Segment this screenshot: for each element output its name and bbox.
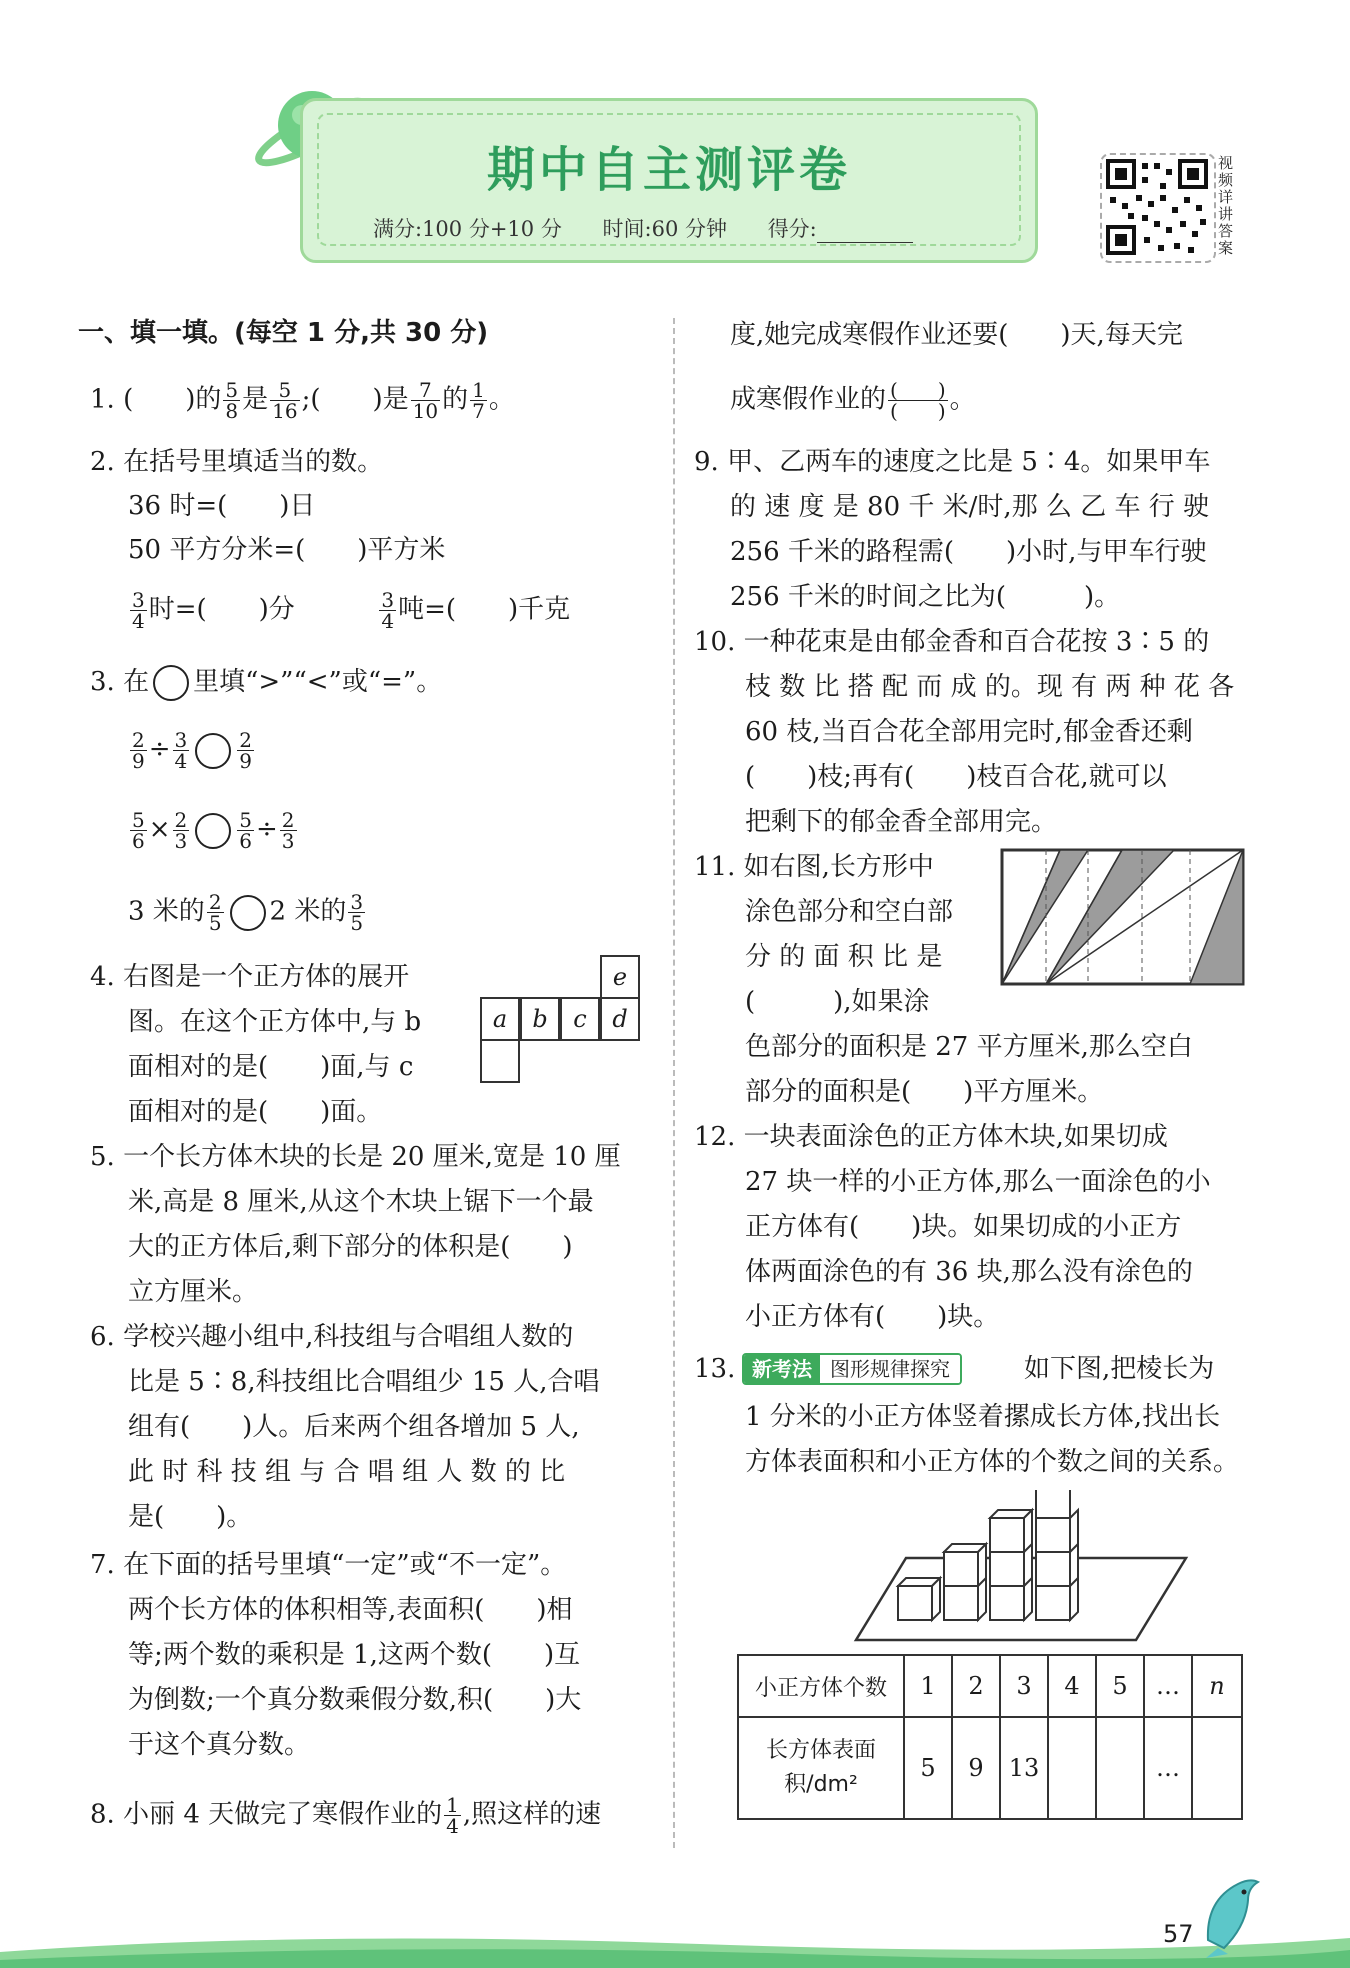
q11-line5: 色部分的面积是 27 平方厘米,那么空白: [745, 1032, 1193, 1062]
q4-line4: 面相对的是( )面。: [128, 1097, 383, 1127]
table-row: [738, 1717, 1242, 1819]
q6-line2: 比是 5∶8,科技组比合唱组少 15 人,合唱: [128, 1367, 600, 1397]
table-cell: 4: [1048, 1655, 1096, 1717]
exam-meta: [373, 213, 947, 243]
q10-line3: 60 枝,当百合花全部用完时,郁金香还剩: [745, 717, 1193, 747]
q10-line5: 把剩下的郁金香全部用完。: [745, 807, 1058, 837]
q8-line2: 度,她完成寒假作业还要( )天,每天完: [730, 320, 1183, 350]
table-cell[interactable]: [1096, 1717, 1144, 1819]
question-9: 9. 甲、乙两车的速度之比是 5∶4。如果甲车: [694, 447, 1211, 477]
title-banner: [300, 98, 1038, 263]
table-cell: …: [1144, 1717, 1192, 1819]
q2-line1: 36 时=( )日: [128, 491, 316, 521]
q7-line3: 等;两个数的乘积是 1,这两个数( )互: [128, 1640, 581, 1670]
question-6: 6. 学校兴趣小组中,科技组与合唱组人数的: [90, 1322, 574, 1352]
question-10: 10. 一种花束是由郁金香和百合花按 3∶5 的: [694, 627, 1210, 657]
compare-circle[interactable]: [195, 733, 231, 769]
surface-area-table: [737, 1654, 1243, 1820]
q3-row2: $\frac{5}{6}$ × $\frac{2}{3}$ $\frac{5}{6}$ ÷ $\frac{2}{3}$: [132, 808, 295, 853]
table-row: [738, 1655, 1242, 1717]
q10-line4: ( )枝;再有( )枝百合花,就可以: [745, 762, 1167, 792]
table-cell: n: [1192, 1655, 1242, 1717]
q11-line6: 部分的面积是( )平方厘米。: [745, 1077, 1104, 1107]
q8-line3: 成寒假作业的 $\frac{( )}{( )}$ 。: [730, 378, 976, 423]
table-cell[interactable]: [1048, 1717, 1096, 1819]
q5-line4: 立方厘米。: [128, 1277, 259, 1307]
question-12: 12. 一块表面涂色的正方体木块,如果切成: [694, 1122, 1168, 1152]
q7-line5: 于这个真分数。: [128, 1730, 311, 1760]
q6-line4: 此 时 科 技 组 与 合 唱 组 人 数 的 比: [128, 1457, 566, 1487]
q11-line4: ( ),如果涂: [745, 987, 930, 1017]
time-limit: 时间:60 分钟: [602, 217, 727, 241]
section-heading: 一、填一填。(每空 1 分,共 30 分): [78, 318, 489, 348]
question-5: 5. 一个长方体木块的长是 20 厘米,宽是 10 厘: [90, 1142, 621, 1172]
table-cell: 9: [952, 1717, 1000, 1819]
net-cell-blank: [480, 1039, 520, 1083]
q12-line2: 27 块一样的小正方体,那么一面涂色的小: [745, 1167, 1211, 1197]
q10-line2: 枝 数 比 搭 配 而 成 的。现 有 两 种 花 各: [745, 672, 1235, 702]
net-cell-b: b: [520, 997, 560, 1041]
table-cell: 13: [1000, 1717, 1048, 1819]
question-3: 3. 在 里填“>”“<”或“=”。: [90, 665, 442, 701]
net-cell-e: e: [600, 955, 640, 999]
badge-topic: 图形规律探究: [820, 1355, 960, 1383]
net-cell-d: d: [600, 997, 640, 1041]
fraction: $\frac{5}{16}$: [272, 378, 298, 423]
compare-circle[interactable]: [195, 813, 231, 849]
net-cell-c: c: [560, 997, 600, 1041]
question-11: 11. 如右图,长方形中: [694, 852, 934, 882]
q3-row1: $\frac{2}{9}$ ÷ $\frac{3}{4}$ $\frac{2}{9}$: [132, 728, 252, 773]
q13-line3: 方体表面积和小正方体的个数之间的关系。: [745, 1447, 1240, 1477]
q13-line1: 如下图,把棱长为: [1024, 1354, 1215, 1384]
stacked-cubes-figure: [850, 1490, 1190, 1645]
table-cell: 5: [904, 1717, 952, 1819]
qr-label: 视频详讲答案: [1218, 154, 1234, 257]
new-exam-method-badge: [742, 1353, 962, 1385]
q7-line2: 两个长方体的体积相等,表面积( )相: [128, 1595, 573, 1625]
q12-line3: 正方体有( )块。如果切成的小正方: [745, 1212, 1182, 1242]
q4-line2: 图。在这个正方体中,与 b: [128, 1007, 422, 1037]
q2-line3: $\frac{3}{4}$ 时=( )分 $\frac{3}{4}$ 吨=( )千克: [132, 588, 571, 633]
q9-line3: 256 千米的路程需( )小时,与甲车行驶: [730, 537, 1207, 567]
score-label: 得分:: [767, 217, 817, 241]
qr-code-icon[interactable]: [1100, 153, 1216, 263]
question-2: 2. 在括号里填适当的数。: [90, 447, 384, 477]
q11-line3: 分 的 面 积 比 是: [745, 942, 943, 972]
table-cell: 1: [904, 1655, 952, 1717]
table-header-cell: 长方体表面 积/dm²: [738, 1717, 904, 1819]
fraction: $\frac{1}{7}$: [472, 378, 485, 423]
score-blank[interactable]: [817, 221, 913, 243]
fraction: $\frac{5}{8}$: [225, 378, 239, 423]
q9-line4: 256 千米的时间之比为( )。: [730, 582, 1121, 612]
q13-line2: 1 分米的小正方体竖着摞成长方体,找出长: [745, 1402, 1221, 1432]
q12-line4: 体两面涂色的有 36 块,那么没有涂色的: [745, 1257, 1193, 1287]
table-header-cell: 小正方体个数: [738, 1655, 904, 1717]
net-cell-a: a: [480, 997, 520, 1041]
column-divider: [673, 318, 675, 1848]
rectangle-shaded-figure: [1000, 848, 1245, 986]
table-cell[interactable]: [1192, 1717, 1242, 1819]
footer-decoration: [0, 1922, 1350, 1968]
compare-circle[interactable]: [153, 665, 189, 701]
table-cell: 2: [952, 1655, 1000, 1717]
q7-line4: 为倒数;一个真分数乘假分数,积( )大: [128, 1685, 582, 1715]
q6-line5: 是( )。: [128, 1502, 253, 1532]
q5-line3: 大的正方体后,剩下部分的体积是( ): [128, 1232, 573, 1262]
question-4: 4. 右图是一个正方体的展开: [90, 962, 410, 992]
badge-label: 新考法: [744, 1355, 820, 1383]
page-number: 57: [1163, 1920, 1194, 1948]
question-13-number: 13.: [694, 1354, 736, 1384]
full-score: 满分:100 分+10 分: [373, 217, 562, 241]
question-8: 8. 小丽 4 天做完了寒假作业的 $\frac{1}{4}$ ,照这样的速: [90, 1793, 602, 1838]
compare-circle[interactable]: [230, 895, 266, 931]
table-cell: …: [1144, 1655, 1192, 1717]
q3-row3: 3 米的 $\frac{2}{5}$ 2 米的 $\frac{3}{5}$: [128, 890, 364, 935]
question-1: 1. ( )的 $\frac{5}{8}$ 是 $\frac{5}{16}$ ;( )是 $\frac{7}{10}$ 的 $\frac{1}{7}$ 。: [90, 378, 515, 423]
table-cell: 3: [1000, 1655, 1048, 1717]
dolphin-icon: [1198, 1870, 1268, 1960]
table-cell: 5: [1096, 1655, 1144, 1717]
q5-line2: 米,高是 8 厘米,从这个木块上锯下一个最: [128, 1187, 594, 1217]
q6-line3: 组有( )人。后来两个组各增加 5 人,: [128, 1412, 580, 1442]
q4-line3: 面相对的是( )面,与 c: [128, 1052, 414, 1082]
fraction: $\frac{7}{10}$: [412, 378, 439, 423]
q9-line2: 的 速 度 是 80 千 米/时,那 么 乙 车 行 驶: [730, 492, 1210, 522]
q2-line2: 50 平方分米=( )平方米: [128, 535, 446, 565]
page-title: 期中自主测评卷: [486, 142, 851, 198]
q11-line2: 涂色部分和空白部: [745, 897, 954, 927]
question-7: 7. 在下面的括号里填“一定”或“不一定”。: [90, 1550, 567, 1580]
q12-line5: 小正方体有( )块。: [745, 1302, 1000, 1332]
